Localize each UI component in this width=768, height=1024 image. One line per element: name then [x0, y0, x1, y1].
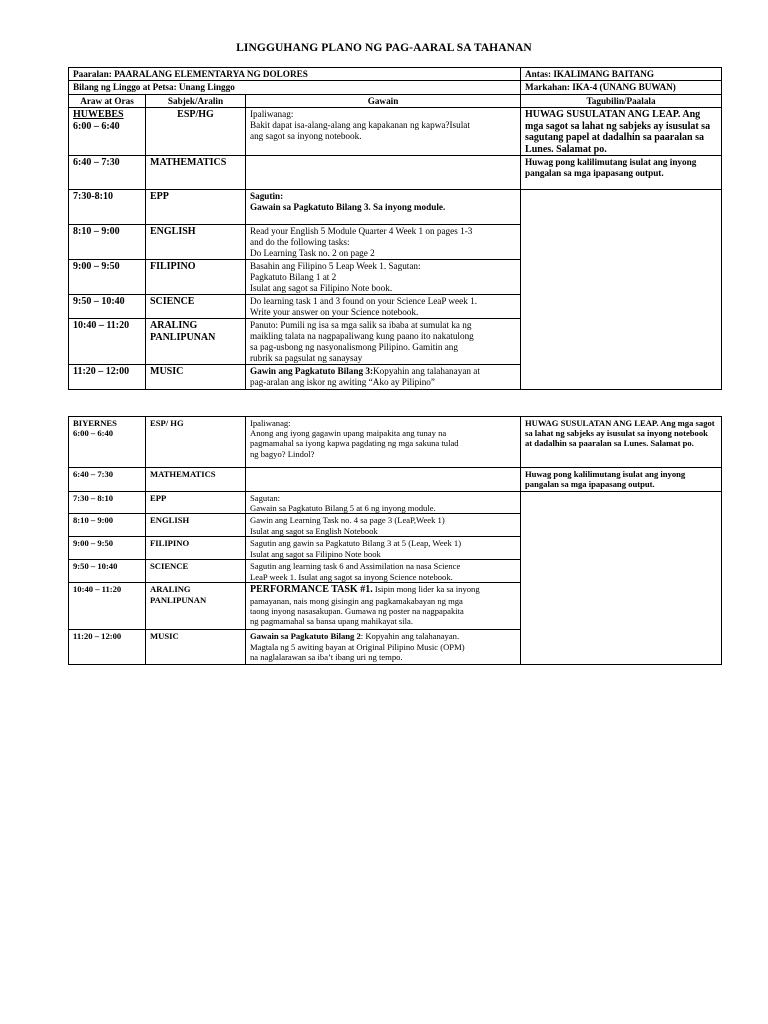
task-cell: [246, 156, 521, 190]
time-cell: BIYERNES 6:00 – 6:40: [69, 417, 146, 468]
weekly-plan-table-huwebes: [68, 67, 722, 390]
day-label: HUWEBES: [73, 109, 124, 120]
time-cell: 9:50 – 10:40: [69, 295, 146, 319]
time-cell: 11:20 – 12:00: [69, 365, 146, 390]
subject-cell: MATHEMATICS: [146, 156, 246, 190]
subject-cell: ESP/HG: [146, 108, 246, 156]
time-cell: 8:10 – 9:00: [69, 514, 146, 537]
time-cell: 11:20 – 12:00: [69, 630, 146, 665]
quarter-cell: Markahan: IKA-4 (UNANG BUWAN): [521, 81, 722, 95]
task-cell: Do learning task 1 and 3 found on your Science LeaP week 1. Write your answer on your Science notebook.: [246, 295, 521, 319]
subject-cell: FILIPINO: [146, 537, 246, 560]
subject-cell: FILIPINO: [146, 260, 246, 295]
time-cell: 6:40 – 7:30: [69, 468, 146, 492]
weekly-plan-table-biyernes: [68, 416, 722, 665]
time-cell: 10:40 – 11:20: [69, 319, 146, 365]
time-cell: 9:00 – 9:50: [69, 537, 146, 560]
subject-cell: MUSIC: [146, 630, 246, 665]
day-label: BIYERNES: [73, 418, 117, 428]
col-header-sabjek: Sabjek/Aralin: [146, 95, 246, 108]
school-cell: Paaralan: PAARALANG ELEMENTARYA NG DOLORES: [69, 68, 521, 81]
subject-cell: ESP/ HG: [146, 417, 246, 468]
time-cell: 9:00 – 9:50: [69, 260, 146, 295]
subject-cell: ENGLISH: [146, 225, 246, 260]
task-cell: Gawin ang Learning Task no. 4 sa page 3 (LeaP,Week 1) Isulat ang sagot sa English Notebook: [246, 514, 521, 537]
subject-cell: MATHEMATICS: [146, 468, 246, 492]
time-cell: 9:50 – 10:40: [69, 560, 146, 583]
task-cell: Sagutin ang gawin sa Pagkatuto Bilang 3 at 5 (Leap, Week 1) Isulat ang sagot sa Filipino Note book: [246, 537, 521, 560]
note-cell: HUWAG SUSULATAN ANG LEAP. Ang mga sagot sa lahat ng sabjeks ay isusulat sa inyong notebook at dadalhin sa paaralan sa Lunes. Salamat po.: [521, 417, 722, 468]
col-header-gawain: Gawain: [246, 95, 521, 108]
page-title: LINGGUHANG PLANO NG PAG-AARAL SA TAHANAN: [236, 42, 532, 54]
subject-cell: ARALING PANLIPUNAN: [146, 583, 246, 630]
subject-cell: MUSIC: [146, 365, 246, 390]
col-header-tagubilin: Tagubilin/Paalala: [521, 95, 722, 108]
note-cell-empty: [521, 492, 722, 665]
task-cell: Sagutin ang learning task 6 and Assimilation na nasa Science LeaP week 1. Isulat ang sagot sa inyong Science notebook.: [246, 560, 521, 583]
note-cell: Huwag pong kalilimutang isulat ang inyong pangalan sa mga ipapasang output.: [521, 468, 722, 492]
task-cell: Sagutan: Gawain sa Pagkatuto Bilang 5 at 6 ng inyong module.: [246, 492, 521, 514]
note-cell: Huwag pong kalilimutang isulat ang inyong pangalan sa mga ipapasang output.: [521, 156, 722, 190]
week-cell: Bilang ng Linggo at Petsa: Unang Linggo: [69, 81, 521, 95]
note-cell: HUWAG SUSULATAN ANG LEAP. Ang mga sagot sa lahat ng sabjeks ay isusulat sa sagutang papel at dadalhin sa paaralan sa Lunes. Salamat po.: [521, 108, 722, 156]
time-cell: 7:30 – 8:10: [69, 492, 146, 514]
subject-cell: ARALING PANLIPUNAN: [146, 319, 246, 365]
time-cell: 10:40 – 11:20: [69, 583, 146, 630]
task-cell: Gawain sa Pagkatuto Bilang 2: Kopyahin ang talahanayan. Magtala ng 5 awiting bayan at Original Pilipino Music (OPM) na naglalarawan sa iba’t ibang uri ng tempo.: [246, 630, 521, 665]
time-cell: HUWEBES 6:00 – 6:40: [69, 108, 146, 156]
task-cell: Read your English 5 Module Quarter 4 Week 1 on pages 1-3 and do the following tasks: Do Learning Task no. 2 on page 2: [246, 225, 521, 260]
subject-cell: EPP: [146, 190, 246, 225]
grade-cell: Antas: IKALIMANG BAITANG: [521, 68, 722, 81]
task-cell: Gawin ang Pagkatuto Bilang 3:Kopyahin ang talahanayan at pag-aralan ang iskor ng awiting “Ako ay Pilipino”: [246, 365, 521, 390]
subject-cell: EPP: [146, 492, 246, 514]
task-cell: Sagutin: Gawain sa Pagkatuto Bilang 3. Sa inyong module.: [246, 190, 521, 225]
subject-cell: SCIENCE: [146, 560, 246, 583]
task-cell: Ipaliwanag: Anong ang iyong gagawin upang maipakita ang tunay na pagmamahal sa iyong kapwa pagdating ng mga sakuna tulad ng bagyo? Lindol?: [246, 417, 521, 468]
task-cell: Panuto: Pumili ng isa sa mga salik sa ibaba at sumulat ka ng maikling talata na nagpapaliwang kung paano ito nakatulong sa pag-usbong ng nasyonalismong Pilipino. Gamitin ang rubrik sa pagsulat ng sanaysay: [246, 319, 521, 365]
task-cell: PERFORMANCE TASK #1. Isipin mong lider ka sa inyong pamayanan, nais mong gisingin ang pagkamakabayan ng mga taong inyong nasasakupan. Gumawa ng poster na nagpapakita ng pagmamahal sa bansa upang mahikayat sila.: [246, 583, 521, 630]
task-cell: Basahin ang Filipino 5 Leap Week 1. Sagutan: Pagkatuto Bilang 1 at 2 Isulat ang sagot sa Filipino Note book.: [246, 260, 521, 295]
note-cell-empty: [521, 190, 722, 390]
task-cell: Ipaliwanag: Bakit dapat isa-alang-alang ang kapakanan ng kapwa?Isulat ang sagot sa inyong notebook.: [246, 108, 521, 156]
time-cell: 8:10 – 9:00: [69, 225, 146, 260]
subject-cell: ENGLISH: [146, 514, 246, 537]
time-cell: 6:40 – 7:30: [69, 156, 146, 190]
task-cell: [246, 468, 521, 492]
subject-cell: SCIENCE: [146, 295, 246, 319]
col-header-araw: Araw at Oras: [69, 95, 146, 108]
time-cell: 7:30-8:10: [69, 190, 146, 225]
